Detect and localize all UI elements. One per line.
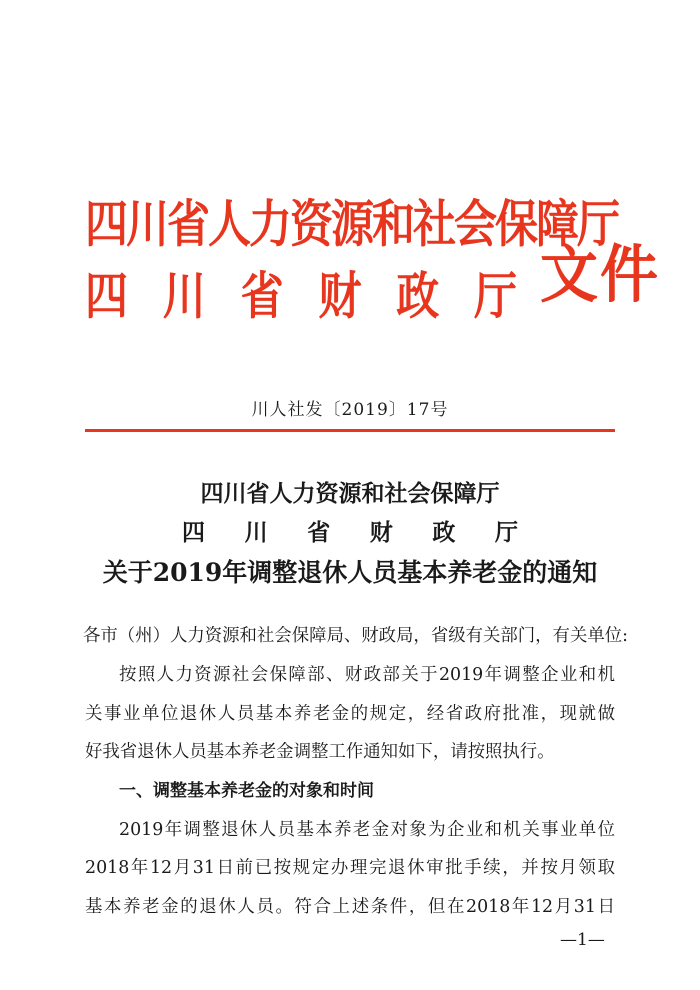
title-line-1: 四川省人力资源和社会保障厅 bbox=[200, 480, 500, 507]
paragraph-line: 2018年12月31日前已按规定办理完退休审批手续，并按月领取 bbox=[85, 858, 615, 878]
issuer-line-2-char: 财 bbox=[318, 267, 362, 327]
red-divider bbox=[85, 429, 615, 432]
document-type-label: 文件 bbox=[540, 237, 661, 312]
issuer-line-2-char: 厅 bbox=[473, 267, 517, 327]
paragraph-line: 关事业单位退休人员基本养老金的规定，经省政府批准，现就做 bbox=[85, 704, 615, 724]
paragraph-line: 按照人力资源社会保障部、财政部关于2019年调整企业和机 bbox=[119, 665, 615, 685]
title-line-3: 关于2019年调整退休人员基本养老金的通知 bbox=[102, 558, 598, 587]
title-line-2-char: 省 bbox=[307, 519, 331, 546]
issuer-line-1: 四川省人力资源和社会保障厅 bbox=[85, 195, 618, 255]
issuer-line-2-char: 省 bbox=[240, 267, 284, 327]
title-line-2-char: 川 bbox=[244, 519, 268, 546]
title-line-2-char: 财 bbox=[369, 519, 393, 546]
issuer-line-2 bbox=[85, 267, 517, 327]
section-heading: 一、调整基本养老金的对象和时间 bbox=[119, 781, 374, 801]
issuer-line-2-char: 政 bbox=[396, 267, 440, 327]
paragraph-line: 好我省退休人员基本养老金调整工作通知如下，请按照执行。 bbox=[85, 742, 555, 762]
title-line-2 bbox=[182, 521, 518, 544]
title-line-2-char: 四 bbox=[182, 519, 205, 546]
page-number: —1— bbox=[560, 930, 605, 950]
addressee: 各市（州）人力资源和社会保障局、财政局，省级有关部门，有关单位: bbox=[83, 626, 628, 646]
paragraph-line: 基本养老金的退休人员。符合上述条件，但在2018年12月31日 bbox=[85, 897, 615, 917]
title-line-2-char: 厅 bbox=[494, 519, 518, 546]
issuer-line-2-char: 四 bbox=[85, 267, 128, 327]
paragraph-line: 2019年调整退休人员基本养老金对象为企业和机关事业单位 bbox=[119, 820, 615, 840]
title-line-2-char: 政 bbox=[432, 519, 456, 546]
document-number: 川人社发〔2019〕17号 bbox=[251, 400, 449, 420]
issuer-line-2-char: 川 bbox=[162, 267, 206, 327]
